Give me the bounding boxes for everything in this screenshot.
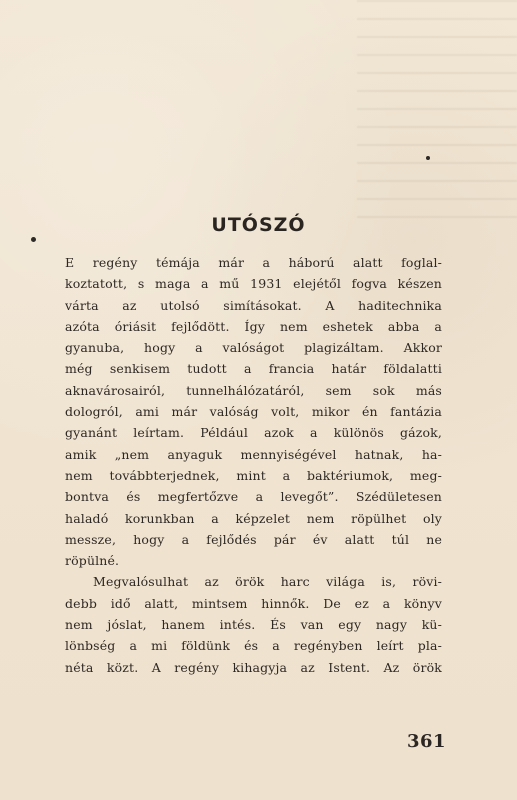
text-line: E regény témája már a háború alatt foglal- [65, 255, 442, 270]
text-line: röpülné. [65, 553, 120, 569]
text-line: várta az utolsó simításokat. A haditechnika [65, 297, 442, 313]
text-line: néta közt. A regény kihagyja az Istent. Az örök [65, 659, 442, 675]
right-ink-speck [426, 156, 430, 160]
text-line: messze, hogy a fejlődés pár év alatt túl ne [65, 531, 442, 547]
page-number: 361 [407, 731, 447, 752]
text-line: haladó korunkban a képzelet nem röpülhet oly [65, 510, 442, 526]
text-line: bontva és megfertőzve a levegőt”. Szédületesen [65, 489, 442, 505]
text-line: lönbség a mi földünk és a regényben leírt pla- [65, 638, 442, 654]
text-line: gyanánt leírtam. Például azok a különös gázok, [65, 425, 442, 441]
text-line: gyanuba, hogy a valóságot plagizáltam. Akkor [65, 340, 442, 356]
page-title: UTÓSZÓ [211, 214, 306, 236]
text-line: azóta óriásit fejlődött. Így nem eshetek abba a [65, 318, 442, 334]
text-line: amik „nem anyaguk mennyiségével hatnak, ha- [65, 446, 442, 462]
text-line: nem jóslat, hanem intés. És van egy nagy kü- [65, 617, 442, 633]
body-text [65, 252, 442, 678]
text-line: debb idő alatt, mintsem hinnők. De ez a könyv [65, 595, 442, 611]
show-through-print [357, 0, 517, 230]
left-ink-speck [31, 237, 36, 242]
text-line: koztatott, s maga a mű 1931 elejétől fogva készen [65, 276, 442, 292]
text-line: nem továbbterjednek, mint a baktériumok, meg- [65, 467, 442, 483]
text-line: dologról, ami már valóság volt, mikor én fantázia [65, 404, 442, 420]
text-line: még senkisem tudott a francia határ földalatti [65, 361, 442, 377]
text-line: Megvalósulhat az örök harc világa is, rövi- [93, 574, 442, 590]
text-line: aknavárosairól, tunnelhálózatáról, sem sok más [65, 382, 442, 398]
